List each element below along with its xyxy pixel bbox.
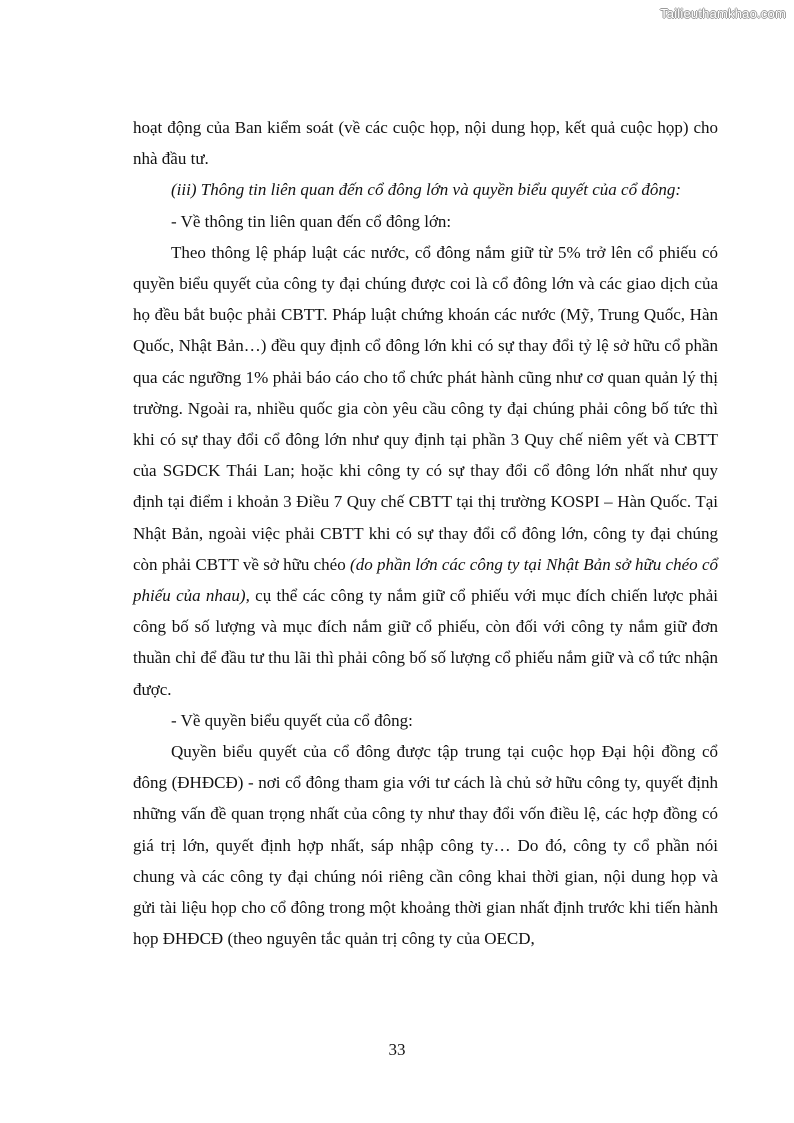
paragraph-continuation: hoạt động của Ban kiểm soát (về các cuộc họp, nội dung họp, kết quả cuộc họp) cho nhà đầu tư. [133,118,718,169]
watermark-text: Tailieuthamkhao.com [660,6,786,21]
paragraph-text: Theo thông lệ pháp luật các nước, cổ đông nắm giữ từ 5% trở lên cổ phiếu có quyền biểu quyết của công ty đại chúng được coi là cổ đông lớn và các giao dịch của họ đều bắt buộc phải CBTT. Pháp luật chứng khoán các nước (Mỹ, Trung Quốc, Hàn Quốc, Nhật Bản…) đều quy định cổ đông lớn khi có sự thay đổi tỷ lệ sở hữu cổ phần qua các ngưỡng 1% phải báo cáo cho tổ chức phát hành cũng như cơ quan quản lý thị trường. Ngoài ra, nhiều quốc gia còn yêu cầu công ty đại chúng phải công bố tức thì khi có sự thay đổi cổ đông lớn như quy định tại phần 3 Quy chế niêm yết và CBTT của SGDCK Thái Lan; hoặc khi công ty có sự thay đổi cổ đông lớn nhất như quy định tại điểm i khoản 3 Điều 7 Quy chế CBTT tại thị trường KOSPI – Hàn Quốc. Tại Nhật Bản, ngoài việc phải CBTT khi có sự thay đổi cổ đông lớn, công ty đại chúng còn phải CBTT về sở hữu chéo [133,242,718,574]
document-body [133,112,718,954]
section-heading-iii: (iii) Thông tin liên quan đến cổ đông lớn và quyền biểu quyết của cổ đông: [171,180,681,200]
page-number: 33 [388,1040,406,1059]
subheading-voting-rights: - Về quyền biểu quyết của cổ đông: [171,710,413,730]
paragraph-major-shareholders [133,237,718,705]
paragraph-voting-rights: Quyền biểu quyết của cổ đông được tập trung tại cuộc họp Đại hội đồng cổ đông (ĐHĐCĐ) - nơi cổ đông tham gia với tư cách là chủ sở hữu công ty, quyết định những vấn đề quan trọng nhất của công ty như thay đổi vốn điều lệ, các hợp đồng có giá trị lớn, quyết định hợp nhất, sáp nhập công ty… Do đó, công ty cổ phần nói chung và các công ty đại chúng nói riêng cần công khai thời gian, nội dung họp và gửi tài liệu họp cho cổ đông trong một khoảng thời gian nhất định trước khi tiến hành họp ĐHĐCĐ (theo nguyên tắc quản trị công ty của OECD, [133,742,718,949]
subheading-major-shareholders: - Về thông tin liên quan đến cổ đông lớn: [171,211,452,231]
paragraph-text: cụ thể các công ty nắm giữ cổ phiếu với mục đích chiến lược phải công bố số lượng và mục đích nắm giữ cổ phiếu, còn đối với công ty nắm giữ đơn thuần chỉ để đầu tư thu lãi thì phải công bố số lượng cổ phiếu nắm giữ và cổ tức nhận được. [133,586,718,699]
italic-note: (do phần lớn các công ty tại Nhật Bản sở hữu chéo cổ phiếu của nhau), [133,554,718,606]
